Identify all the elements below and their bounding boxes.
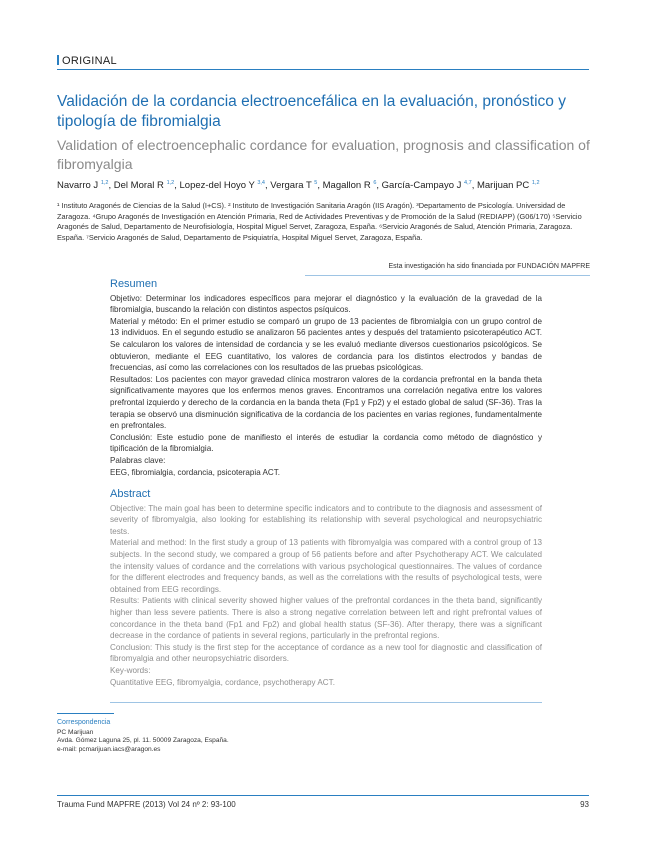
section-text: ORIGINAL [62,55,117,67]
correspondence-block [57,719,229,754]
author-affil-ref: 4,7 [464,180,472,186]
abstract-paragraph: Material and method: In the first study a group of 13 patients with fibromyalgia was compared with a control group of 13 subjects. In the second study, we compared a group of 56 patients before and after Psychotherapy ACT. We calculated the intensity values of cordance and the correlations with various psychological questionnaires. The values of cordance for the different electrodes and frequency bands, as well as the correlations with the results of psychological tests, were obtained from EEG recordings. [110,538,542,594]
affiliations: ¹ Instituto Aragonés de Ciencias de la Salud (I+CS). ² Instituto de Investigación Sanitaria Aragón (IIS Aragón). ³Departamento de Psicología. Universidad de Zaragoza. ⁴Grupo Aragonés de Investigación en Atención Primaria, Red de Actividades Preventivas y de Promoción de la Salud (REDIAPP) (G06/170) ⁵Servicio Aragonés de Salud, Departamento de Neurofisiología, Hospital Miguel Servet, Zaragoza, España. ⁶Servicio Aragonés de Salud, Atención Primaria, Zaragoza. España. ⁷Servicio Aragonés de Salud, Departamento de Psiquiatría, Hospital Miguel Servet, Zaragoza, España. [57,201,582,242]
header-rule [57,69,589,70]
funding-rule [305,275,590,276]
abstract-keywords-label: Key-words: [110,665,151,675]
author-affil-ref: 1,2 [166,180,175,186]
correspondence-email[interactable]: e-mail: pcmarijuan.iacs@aragon.es [57,745,161,753]
author-list: Navarro J $^{1,2}$, Del Moral R $^{1,2}$, Lopez-del Hoyo Y $^{3,4}$, Vergara T $^5$, Magallon R $^6$, García-Campayo J $^{4,7}$, Marijuan PC $^{1,2}$ [57,180,540,192]
abstract-section [110,489,542,688]
author: Navarro J [57,180,99,192]
author-affil-ref: 3,4 [257,180,265,186]
abstract-paragraph: Objective: The main goal has been to determine specific indicators and to contribute to the diagnosis and assessment of severity of fibromyalgia, also looking for establishing its relationship with several psychological and neuropsychiatric tests. [110,503,542,536]
abstract-paragraph: Results: Patients with clinical severity showed higher values of the prefrontal cordances in the theta band, significantly higher than less severe patients. There is also a strong negative correlation between left and right prefrontal values of concordance in the theta band (Fp1 and Fp2) and global health status (SF-36). After therapy, there was a significant decrease in the cordance of patients in several regions, particularly in the prefrontal regions. [110,596,542,641]
abstract-paragraph: Conclusion: This study is the first step for the acceptance of cordance as a new tool for diagnostic and classification of fibromyalgia and other neuropsychiatric disorders. [110,642,542,664]
journal-citation: Trauma Fund MAPFRE (2013) Vol 24 nº 2: 93-100 [57,800,236,809]
resumen-keywords: EEG, fibromialgia, cordancia, psicoterapia ACT. [110,467,281,477]
author-affil-ref: 6 [373,180,377,186]
resumen-heading: Resumen [110,278,158,290]
resumen-keywords-label: Palabras clave: [110,455,166,465]
author: García-Campayo J [381,180,462,192]
abstract-rule [110,702,542,703]
correspondence-rule [57,713,114,714]
abstract-keywords: Quantitative EEG, fibromyalgia, cordance, psychotherapy ACT. [110,677,335,687]
funding-note: Esta investigación ha sido financiada por FUNDACIÓN MAPFRE [388,263,590,270]
author-affil-ref: 1,2 [100,180,109,186]
resumen-paragraph: Material y método: En el primer estudio se comparó un grupo de 13 pacientes de fibromialgia con un grupo control de 13 individuos. En el segundo estudio se analizaron 56 pacientes antes y después del tratamiento psicoterapéutico ACT. Se calcularon los valores de intensidad de cordancia y se les evaluó mediante diversos cuestionarios psicológicos. Se obtuvieron, mediante el EEG cuantitativo, los valores de cordancia para los distintos electrodos y bandas de frecuencias, así como las correlaciones con los resultados de las pruebas psicológicas. [110,316,542,373]
correspondence-address: Avda. Gómez Laguna 25, pl. 11. 50009 Zaragoza, España. [57,737,229,745]
resumen-section [110,279,542,478]
author-affil-ref: 1,2 [531,180,540,186]
author-affil-ref: 5 [314,180,318,186]
section-label [57,55,117,67]
title-english: Validation of electroencephalic cordance for evaluation, prognosis and classification of fibromyalgia [57,137,590,172]
author: Lopez-del Hoyo Y [179,180,255,192]
correspondence-heading: Correspondencia [57,719,111,726]
abstract-heading: Abstract [110,488,151,500]
author: Marijuan PC [476,180,530,192]
correspondence-name: PC Marijuan [57,728,94,736]
section-marker [57,55,59,65]
footer-rule [57,795,589,796]
resumen-paragraph: Conclusión: Este estudio pone de manifiesto el interés de estudiar la cordancia como método de diagnóstico y tipificación de la fibromialgia. [110,432,542,454]
author: Vergara T [270,180,312,192]
title-spanish: Validación de la cordancia electroencefálica en la evaluación, pronóstico y tipología de fibromialgia [57,93,566,130]
resumen-paragraph: Resultados: Los pacientes con mayor gravedad clínica mostraron valores de la cordancia prefrontal en la banda theta significativamente mayores que los enfermos menos graves. Encontramos una correlación negativa entre los valores prefrontal izquierdo y derecho de la cordancia en la banda theta (Fp1 y Fp2) y el estado global de salud (SF-36). Tras la terapia se observó una disminución significativa de la cordancia de los pacientes en varias regiones, fundamentalmente en prefrontales. [110,374,542,431]
resumen-paragraph: Objetivo: Determinar los indicadores específicos para mejorar el diagnóstico y la evaluación de la gravedad de la fibromialgia, buscando la relación con distintos aspectos psíquicos. [110,293,542,315]
author: Del Moral R [113,180,164,192]
author: Magallon R [322,180,371,192]
page-number: 93 [580,800,589,809]
